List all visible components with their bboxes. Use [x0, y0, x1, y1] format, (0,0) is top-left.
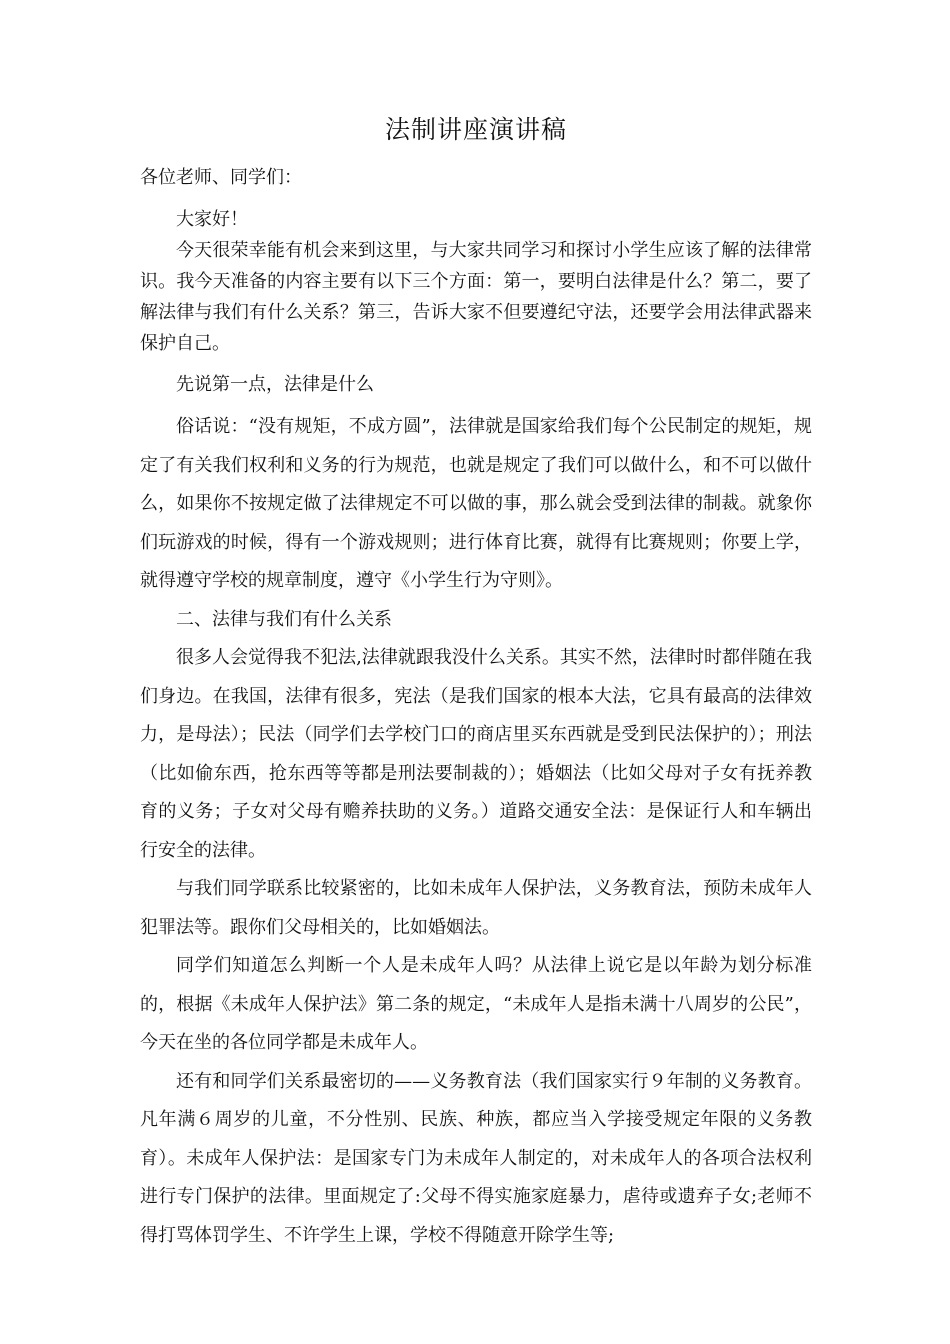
paragraph-related-laws: 与我们同学联系比较紧密的，比如未成年人保护法，义务教育法，预防未成年人犯罪法等。跟你们父母相关的，比如婚姻法。 — [140, 878, 812, 938]
paragraph-intro: 今天很荣幸能有机会来到这里，与大家共同学习和探讨小学生应该了解的法律常识。我今天准备的内容主要有以下三个方面：第一，要明白法律是什么？第二，要了解法律与我们有什么关系？第三，告诉大家不但要遵纪守法，还要学会用法律武器来保护自己。 — [140, 240, 812, 354]
paragraph-compulsory-education: 还有和同学们关系最密切的——义务教育法（我们国家实行９年制的义务教育。凡年满６周岁的儿童，不分性别、民族、种族，都应当入学接受规定年限的义务教育）。未成年人保护法：是国家专门为未成年人制定的，对未成年人的各项合法权利进行专门保护的法律。里面规定了:父母不得实施家庭暴力，虐待或遗弃子女;老师不得打骂体罚学生、不许学生上课，学校不得随意开除学生等; — [140, 1070, 812, 1246]
document-title: 法制讲座演讲稿 — [384, 115, 567, 144]
paragraph-greeting: 大家好！ — [176, 209, 248, 230]
document-page — [140, 108, 812, 1255]
paragraph-law-relationship: 很多人会觉得我不犯法,法律就跟我没什么关系。其实不然，法律时时都伴随在我们身边。在我国，法律有很多，宪法（是我们国家的根本大法，它具有最高的法律效力，是母法）；民法（同学们去学校门口的商店里买东西就是受到民法保护的）；刑法（比如偷东西，抢东西等等都是刑法要制裁的）；婚姻法（比如父母对子女有抚养教育的义务；子女对父母有赡养扶助的义务。）道路交通安全法：是保证行人和车辆出行安全的法律。 — [140, 647, 812, 861]
section-heading-2: 二、法律与我们有什么关系 — [176, 608, 392, 630]
paragraph-minor-definition: 同学们知道怎么判断一个人是未成年人吗？从法律上说它是以年龄为划分标准的，根据《未成年人保护法》第二条的规定，“未成年人是指未满十八周岁的公民”，今天在坐的各位同学都是未成年人。 — [140, 955, 812, 1053]
salutation: 各位老师、同学们： — [140, 167, 302, 188]
paragraph-what-is-law: 俗话说：“没有规矩，不成方圆”，法律就是国家给我们每个公民制定的规矩，规定了有关我们权利和义务的行为规范，也就是规定了我们可以做什么，和不可以做什么，如果你不按规定做了法律规定不可以做的事，那么就会受到法律的制裁。就象你们玩游戏的时候，得有一个游戏规则；进行体育比赛，就得有比赛规则；你要上学，就得遵守学校的规章制度，遵守《小学生行为守则》。 — [140, 416, 812, 591]
section-heading-1: 先说第一点，法律是什么 — [176, 374, 374, 395]
